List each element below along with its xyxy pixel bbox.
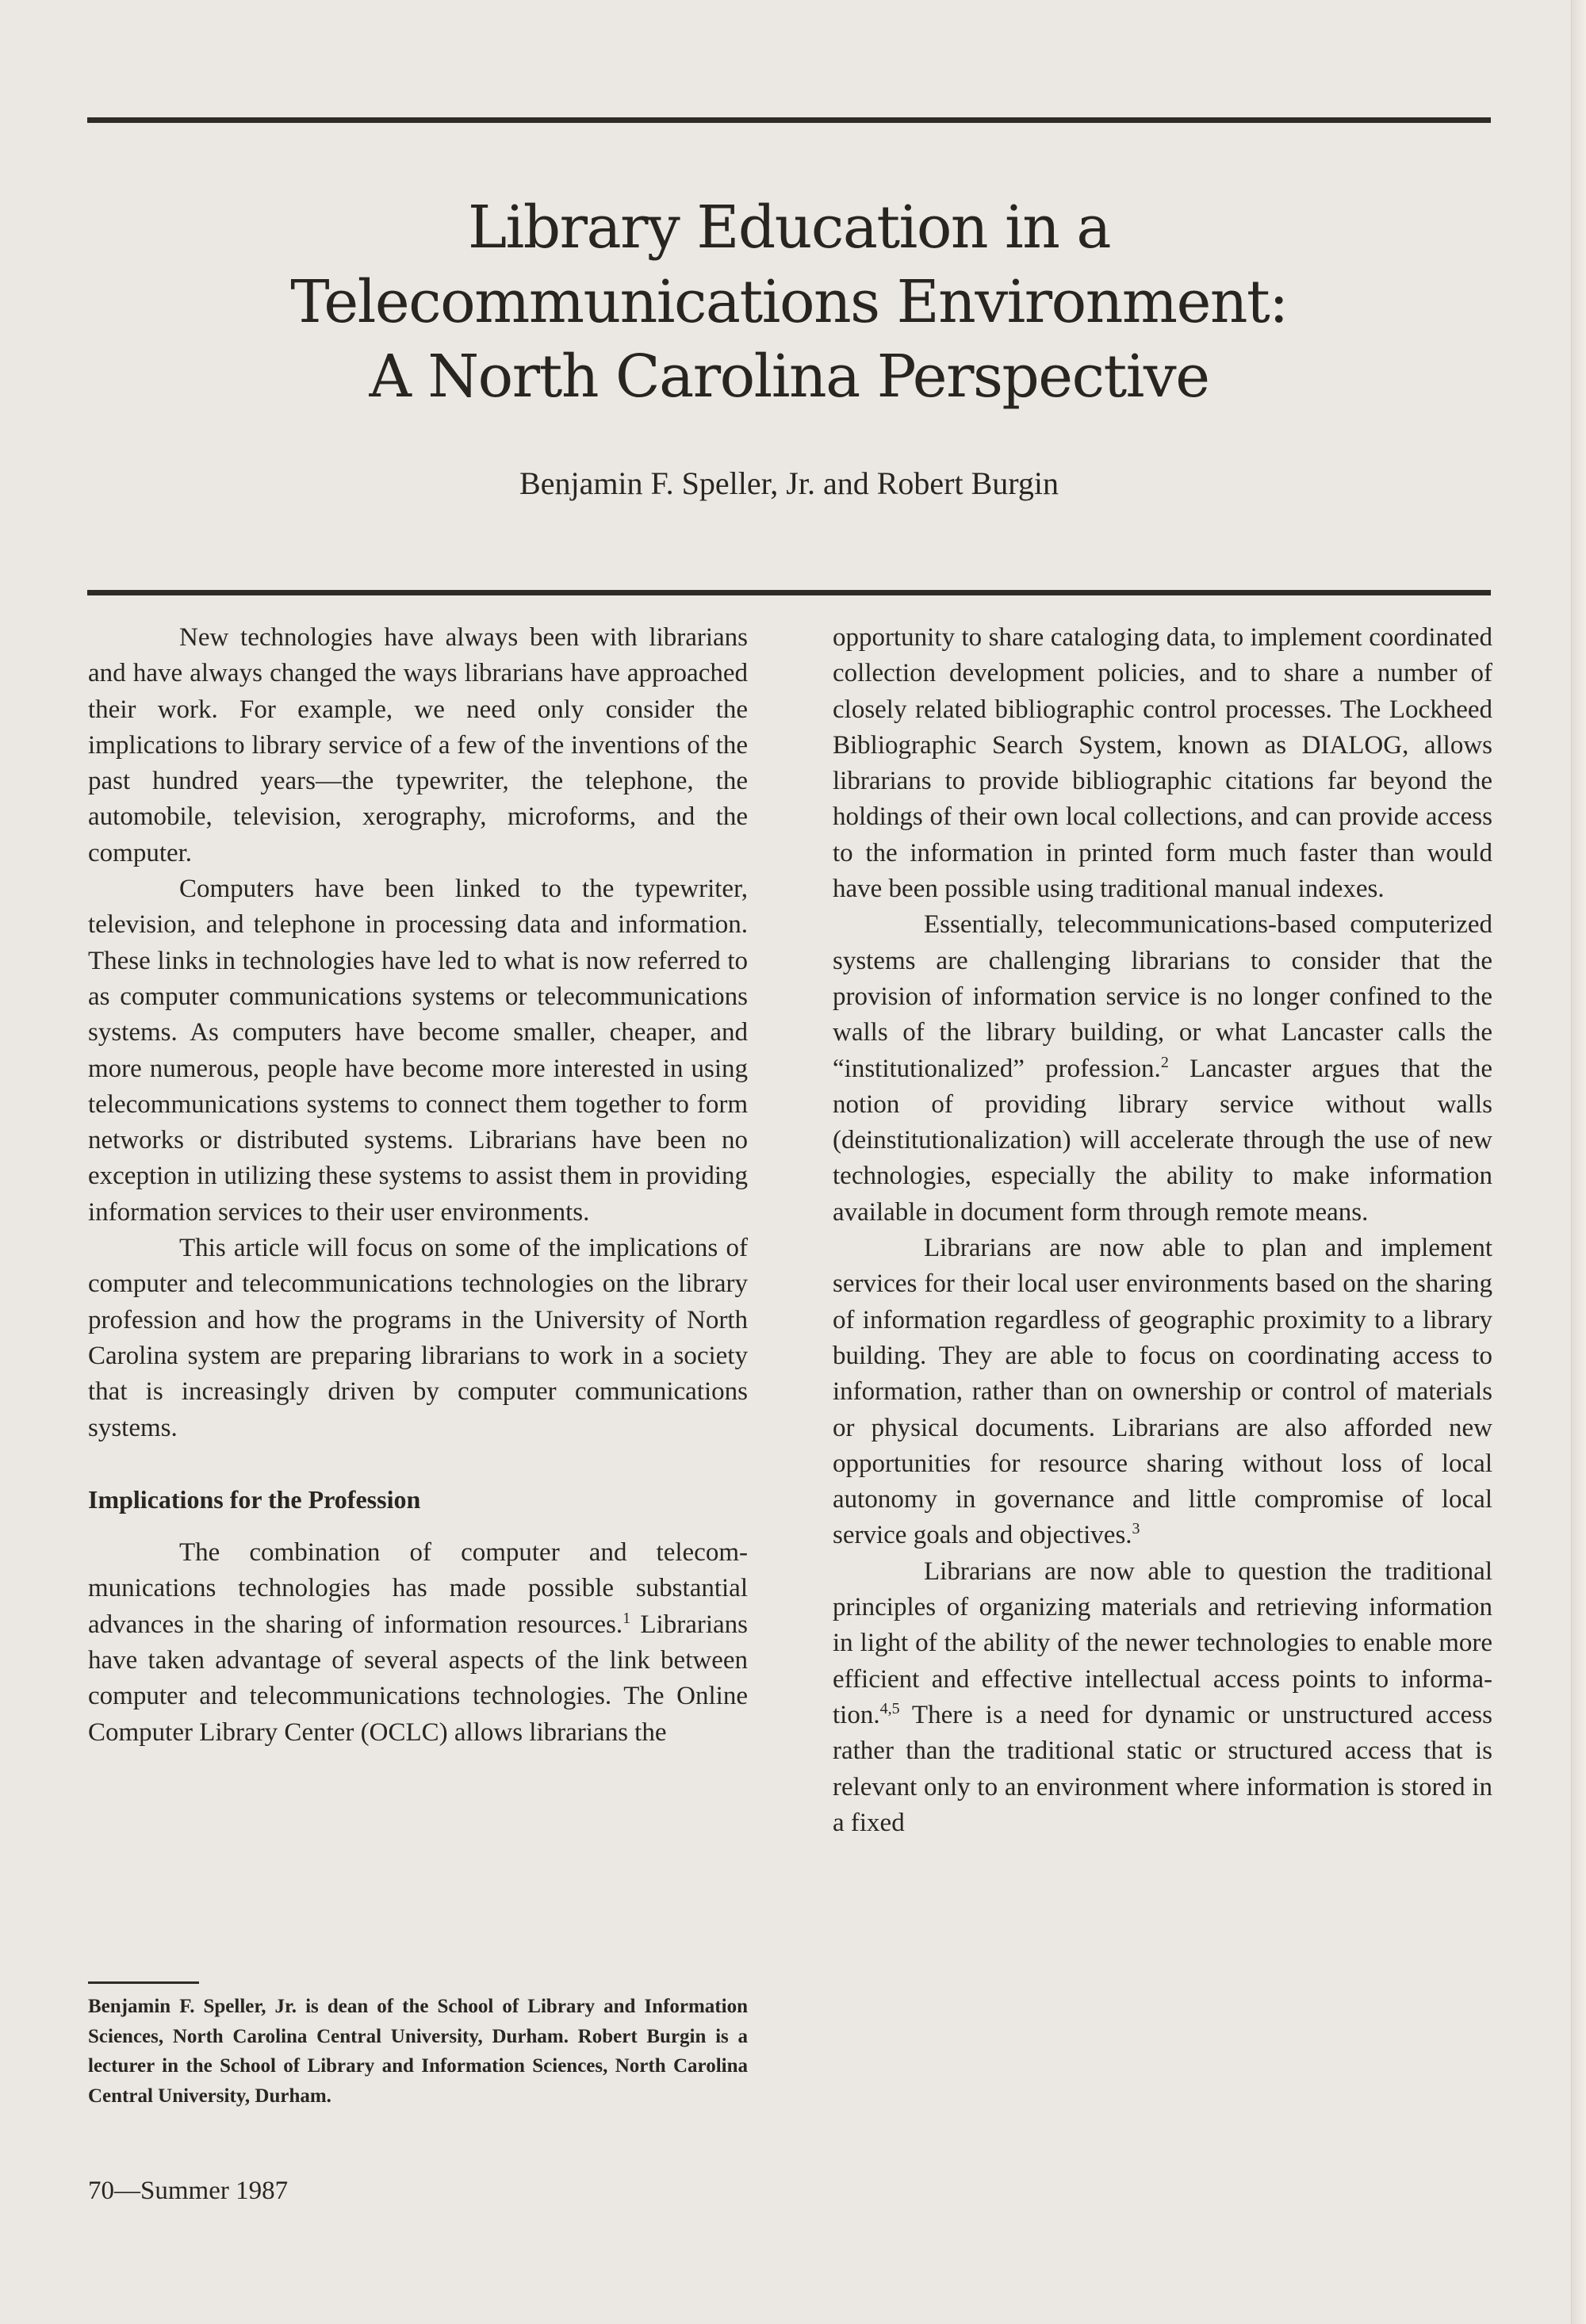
text: The combination of computer and telecommunications technologies has made possible substantial advances in the sharing of information resources. [88, 1538, 748, 1639]
article-title [87, 190, 1491, 414]
text: There is a need for dynamic or unstructured access rather than the traditional static or structured access that is relevant only to an environment where information is stored in a fixed [833, 1700, 1492, 1837]
paragraph-continued: opportunity to share cataloging data, to implement coordinated collection development policies, and to share a number of closely related bibliographic control processes. The Lockheed Bibliographic Search System, known as DIALOG, allows librarians to provide bibliographic citations far beyond the holdings of their own local collections, and can provide access to the information in printed form much faster than would have been possible using traditional manual indexes. [833, 623, 1492, 904]
title-bottom-rule [87, 590, 1491, 595]
title-line-2: Telecommunications Environment: [290, 268, 1288, 336]
footnote-ref: 1 [623, 1609, 631, 1627]
paragraph-question-traditional [833, 1554, 1492, 1841]
title-top-rule [87, 117, 1491, 123]
author-note: Benjamin F. Speller, Jr. is dean of the School of Library and Information Sciences, North Carolina Central University, Durham. Robert Burgin is a lecturer in the School of Library and Information Sciences, North Carolina Central University, Durham. [88, 1996, 748, 2107]
footnote-ref: 3 [1132, 1520, 1140, 1538]
paragraph-intro-3: This article will focus on some of the implications of computer and telecommunications technologies on the library profession and how the programs in the University of North Carolina system are preparing librarians to work in a society that is increasingly driven by computer communications systems. [88, 1234, 748, 1442]
text: Librarians are now able to question the traditional principles of organizing materials and retrieving information in light of the ability of the newer technologies to enable more efficient and effective intellectual access points to information. [833, 1556, 1492, 1729]
footnote-ref: 2 [1160, 1053, 1169, 1071]
left-column [88, 620, 748, 1751]
right-column [833, 620, 1492, 1841]
footnote-rule [88, 1981, 199, 1984]
paragraph-implications-1 [88, 1535, 748, 1751]
footnote-ref: 4,5 [879, 1699, 900, 1717]
section-heading: Implications for the Profession [88, 1484, 421, 1514]
title-line-1: Library Education in a [467, 193, 1111, 262]
byline: Benjamin F. Speller, Jr. and Robert Burgin [519, 465, 1059, 501]
paragraph-intro-1: New technologies have always been with librarians and have always changed the ways librarians have approached their work. For example, we need only consider the implications to library service of a few of the inventions of the past hundred years—the typewriter, the telephone, the automobile, television, xerography, microforms, and the computer. [88, 623, 748, 867]
title-line-3: A North Carolina Perspective [369, 343, 1209, 411]
paragraph-intro-2: Computers have been linked to the typewriter, television, and telephone in processing data and information. These links in technologies have led to what is now referred to as computer communications systems or telecommunications systems. As computers have become smaller, cheaper, and more numerous, people have become more interested in using telecommunications systems to connect them together to form networks or distributed systems. Librarians have been no exception in utilizing these systems to assist them in providing information services to their user environments. [88, 875, 748, 1227]
text: Essentially, telecommunications-based computerized systems are challenging librarians to consider that the provision of information service is no longer confined to the walls of the library building, or what Lancaster calls the “institutionalized” profession. [833, 910, 1492, 1083]
page-fold-edge [1571, 0, 1586, 2324]
paragraph-essentially [833, 907, 1492, 1231]
paragraph-plan-implement [833, 1231, 1492, 1554]
text: Librarians have taken advantage of several aspects of the link between computer and telecommunications technologies. The Online Computer Library Center (OCLC) allows librarians the [88, 1610, 748, 1747]
text: Lancaster argues that the notion of providing library service without walls (deinstitutionalization) will accelerate through the use of new technologies, especially the ability to make information available in document form through remote means. [833, 1054, 1492, 1227]
text: Librarians are now able to plan and implement services for their local user environments based on the sharing of information regardless of geographic proximity to a library building. They are able to focus on coordinating access to information, rather than on ownership or control of materials or physical documents. Librarians are also afforded new opportunities for resource sharing without loss of local autonomy in governance and little compromise of local service goals and objectives. [833, 1234, 1492, 1550]
page-folio: 70—Summer 1987 [88, 2177, 289, 2205]
